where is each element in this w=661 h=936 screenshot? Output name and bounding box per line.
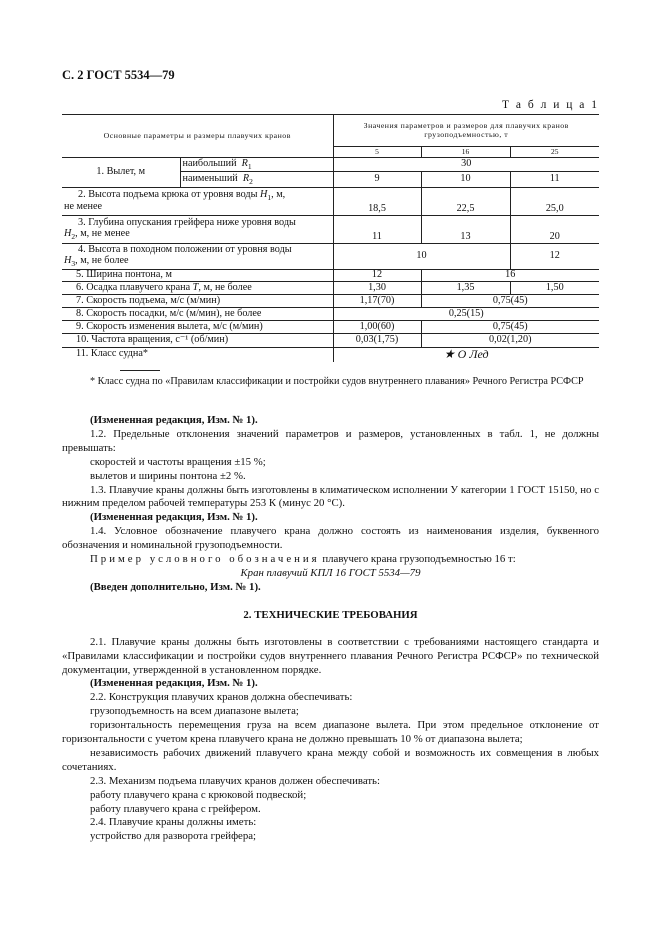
row1a-label: наибольший $R_1$ <box>180 158 333 172</box>
row11-value: ★ О Лед <box>333 348 599 362</box>
row1b-value-16: 10 <box>421 172 510 188</box>
row9-value-merged: 0,75(45) <box>421 321 599 334</box>
row6-label: 6. Осадка плавучего крана T, м, не более <box>62 282 333 295</box>
row5-label: 5. Ширина понтона, м <box>62 270 333 282</box>
row8-value: 0,25(15) <box>333 308 599 321</box>
edit-note-1: (Измененная редакция, Изм. № 1). <box>90 414 258 426</box>
para-2-4-a: устройство для разворота грейфера; <box>90 830 257 843</box>
row3-value-5: 11 <box>333 216 421 244</box>
row1b-value-25: 11 <box>510 172 599 188</box>
row7-value-merged: 0,75(45) <box>421 295 599 308</box>
param-header: Основные параметры и размеры плавучих кранов <box>62 115 333 158</box>
para-2-2-a: грузоподъемность на всем диапазоне вылета; <box>90 705 299 718</box>
row4-label: 4. Высота в походном положении от уровня воды $H_3$, м, не более <box>62 244 333 270</box>
capacity-5: 5 <box>333 147 421 158</box>
footnote: * Класс судна по «Правилам классификации и постройки судов внутреннего плавания» Речного Регистра РСФСР <box>90 376 584 387</box>
row5-value-merged: 16 <box>421 270 599 282</box>
para-1-4: 1.4. Условное обозначение плавучего крана должно состоять из наименования изделия, буквенного обозначения и номинальной грузоподъемности. <box>62 525 599 552</box>
row3-label: 3. Глубина опускания грейфера ниже уровня воды $H_2$, м, не менее <box>62 216 333 244</box>
para-1-2-b: вылетов и ширины понтона ±2 %. <box>90 469 246 482</box>
row10-value-5: 0,03(1,75) <box>333 334 421 348</box>
para-2-3-b: работу плавучего крана с грейфером. <box>90 802 261 815</box>
row10-label: 10. Частота вращения, с⁻¹ (об/мин) <box>62 334 333 348</box>
row9-label: 9. Скорость изменения вылета, м/с (м/мин) <box>62 321 333 334</box>
para-2-2-b: горизонтальность перемещения груза на всем диапазоне вылета. При этом предельное отклонение от горизонтальности с учетом крена плавучего крана не должно превышать 10 % от диапазона вылета; <box>62 719 599 746</box>
row2-value-5: 18,5 <box>333 188 421 216</box>
edit-note-3: (Измененная редакция, Изм. № 1). <box>90 677 258 690</box>
row3-value-25: 20 <box>510 216 599 244</box>
para-1-2: 1.2. Предельные отклонения значений параметров и размеров, установленных в табл. 1, не должны превышать: <box>62 427 599 454</box>
row11-label: 11. Класс судна* <box>62 348 333 362</box>
para-2-1: 2.1. Плавучие краны должны быть изготовлены в соответствии с требованиями настоящего стандарта и «Правилами классификации и постройки судов внутреннего плавания Речного Регистра РСФСР» по технической документации, утвержденной в установленном порядке. <box>62 635 599 676</box>
para-2-3: 2.3. Механизм подъема плавучих кранов должен обеспечивать: <box>90 774 380 787</box>
capacity-25: 25 <box>510 147 599 158</box>
row6-value-25: 1,50 <box>510 282 599 295</box>
para-1-3: 1.3. Плавучие краны должны быть изготовлены в климатическом исполнении У категории 1 ГОСТ 15150, но с нижним пределом рабочей температуры 253 К (минус 20 °С). <box>62 483 599 510</box>
para-2-3-a: работу плавучего крана с крюковой подвеской; <box>90 788 307 801</box>
row3-value-16: 13 <box>421 216 510 244</box>
para-1-2-a: скоростей и частоты вращения ±15 %; <box>90 455 266 468</box>
row9-value-5: 1,00(60) <box>333 321 421 334</box>
example-line: Пример условного обозначения плавучего крана грузоподъемностью 16 т: <box>90 553 516 566</box>
edit-note-2: (Измененная редакция, Изм. № 1). <box>90 511 258 524</box>
row7-label: 7. Скорость подъема, м/с (м/мин) <box>62 295 333 308</box>
capacity-16: 16 <box>421 147 510 158</box>
body-text <box>62 414 599 844</box>
row1b-label: наименьший $R_2$ <box>180 172 333 188</box>
para-2-2-c: независимость рабочих движений плавучего крана между собой и возможность их совмещения в любых сочетаниях. <box>62 746 599 773</box>
added-note: (Введен дополнительно, Изм. № 1). <box>90 580 261 593</box>
row4-value-25: 12 <box>510 244 599 270</box>
values-header: Значения параметров и размеров для плавучих кранов грузоподъемностью, т <box>333 115 599 147</box>
section-2-title: 2. ТЕХНИЧЕСКИЕ ТРЕБОВАНИЯ <box>243 608 418 621</box>
page-header: С. 2 ГОСТ 5534—79 <box>62 68 175 82</box>
row6-value-5: 1,30 <box>333 282 421 295</box>
row1a-value: 30 <box>333 158 599 172</box>
row2-value-16: 22,5 <box>421 188 510 216</box>
footnote-rule <box>120 370 160 371</box>
row6-value-16: 1,35 <box>421 282 510 295</box>
example-designation: Кран плавучий КПЛ 16 ГОСТ 5534—79 <box>240 566 421 579</box>
row4-value-merged: 10 <box>333 244 510 270</box>
parameters-table <box>62 114 599 362</box>
para-2-2: 2.2. Конструкция плавучих кранов должна обеспечивать: <box>90 691 353 704</box>
row2-label: 2. Высота подъема крюка от уровня воды $H_1$, м, не менее <box>62 188 333 216</box>
row1b-value-5: 9 <box>333 172 421 188</box>
row1-label: 1. Вылет, м <box>62 158 180 188</box>
row5-value-5: 12 <box>333 270 421 282</box>
row8-label: 8. Скорость посадки, м/с (м/мин), не более <box>62 308 333 321</box>
row10-value-merged: 0,02(1,20) <box>421 334 599 348</box>
row2-value-25: 25,0 <box>510 188 599 216</box>
table-caption: Т а б л и ц а 1 <box>501 99 599 111</box>
para-2-4: 2.4. Плавучие краны должны иметь: <box>90 816 257 829</box>
row7-value-5: 1,17(70) <box>333 295 421 308</box>
